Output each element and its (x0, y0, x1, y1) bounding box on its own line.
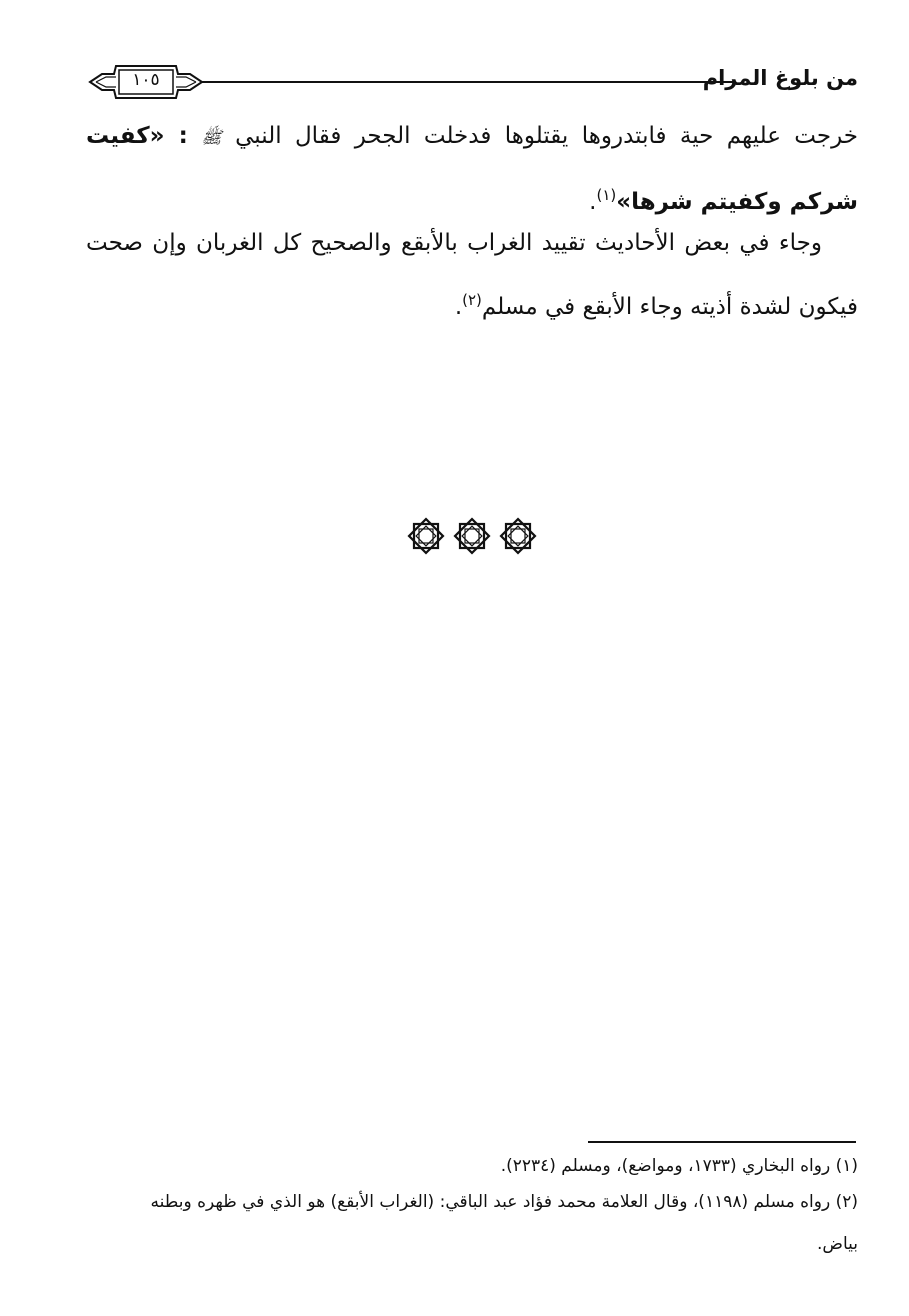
footnote-1: (١) رواه البخاري (١٧٣٣، ومواضع)، ومسلم (٢٢٣٤). (500, 1156, 858, 1176)
hadith-quote-start: : «كفيت (86, 123, 188, 149)
section-ornament (406, 516, 538, 556)
page-header (86, 62, 858, 106)
footnote-2-line-2: بياض. (817, 1234, 858, 1254)
paragraph-2 (86, 215, 858, 336)
hadith-quote-end: شركم وكفيتم شرها» (616, 189, 858, 215)
honorific-salutation: ﷺ (201, 128, 222, 148)
paragraph-2-text: وجاء في بعض الأحاديث تقييد الغراب بالأبقع والصحيح كل الغربان وإن صحت فيكون لشدة أذيته وجاء الأبقع في مسلم (86, 230, 858, 320)
eight-point-star-icon (409, 519, 443, 553)
footnote-separator (588, 1141, 856, 1143)
eight-point-star-icon (501, 519, 535, 553)
book-title: من بلوغ المرام (702, 66, 858, 90)
footnote-ref-1[interactable]: (١) (596, 186, 617, 204)
paragraph-2-end: . (454, 294, 463, 320)
footnotes (86, 1148, 858, 1262)
footnote-ref-2[interactable]: (٢) (462, 291, 482, 309)
footnote-2 (86, 1184, 858, 1262)
page-number: ١٠٥ (132, 70, 160, 90)
paragraph-1-end: . (589, 189, 597, 215)
paragraph-1-text-a: خرجت عليهم حية فابتدروها يقتلوها فدخلت الجحر فقال النبي (235, 123, 859, 149)
paragraph-1 (86, 108, 858, 231)
header-rule (202, 81, 736, 83)
eight-point-star-icon (455, 519, 489, 553)
footnote-2-line-1: (٢) رواه مسلم (١١٩٨)، وقال العلامة محمد فؤاد عبد الباقي: (الغراب الأبقع) هو الذي في ظهره وبطنه (150, 1192, 858, 1212)
